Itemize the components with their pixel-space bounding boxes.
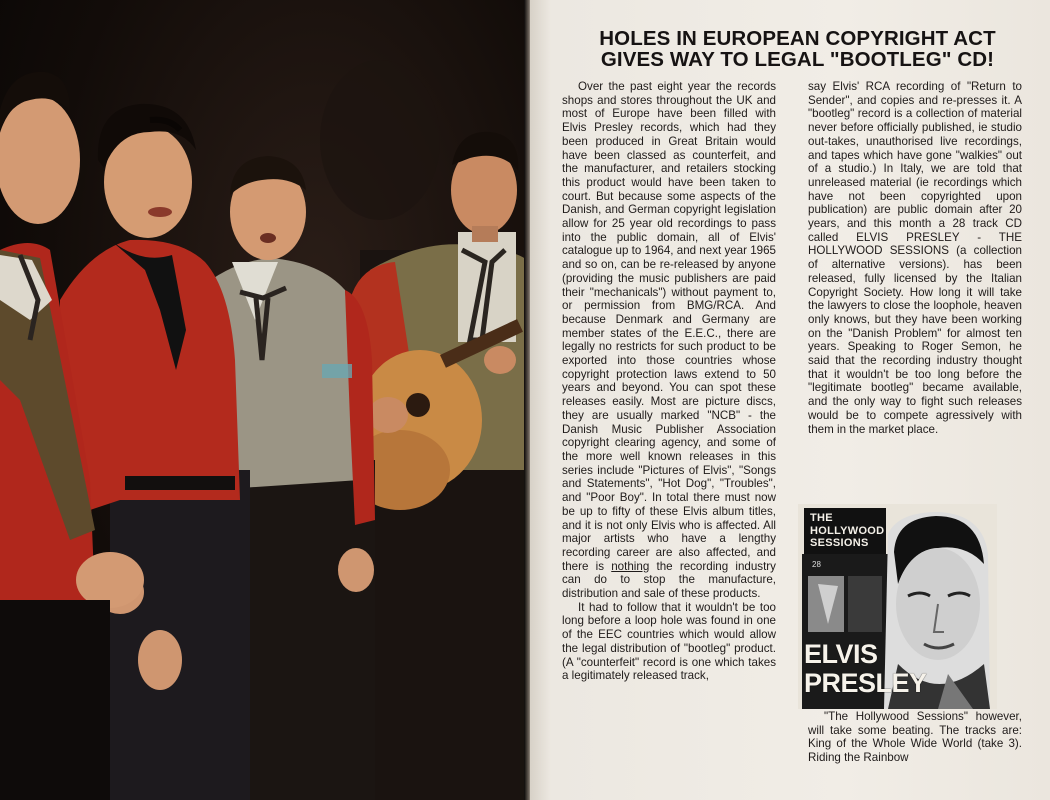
- article-paragraph: [562, 80, 776, 601]
- underlined-word: nothing: [611, 559, 650, 573]
- headline-line-1: HOLES IN EUROPEAN COPYRIGHT ACT: [599, 27, 996, 50]
- article-column-right: [808, 80, 1022, 436]
- cd-title-line: PRESLEY: [804, 668, 927, 698]
- article-page: [530, 0, 1050, 800]
- cd-track-count: 28: [812, 560, 821, 569]
- cd-label-line: HOLLYWOOD: [810, 524, 885, 537]
- cd-title-line: ELVIS: [804, 639, 878, 669]
- headline-line-2: GIVES WAY TO LEGAL "BOOTLEG" CD!: [600, 48, 995, 71]
- paragraph-text: Over the past eight year the records shops and stores throughout the UK and most of Europe have been filled with Elvis Presley records, which had they been produced in Great Britain would have been classed as counterfeit, and the manufacturer, and retailers stocking this product would have been taken to court. But because some aspects of the Danish, and German copyright legislation allow for 25 year old recordings to pass into the public domain, all of Elvis' catalogue up to 1964, and next year 1965 and so on, can be re-released by anyone (providing the music publishers are paid their "mechanicals") without payment to, or permission from BMG/RCA. And because Denmark and Germany are member states of the E.E.C., there are legally no restricts for such product to be exported into those countries whose copyright protection laws extend to 50 years and beyond. You can spot these releases easily. Most are picture discs, they are usually marked "NCB" - the Danish Music Publisher Association copyright clearing agency, and some of the more well known releases in this series include "Pictures of Elvis", "Songs and Statements", "Hot Dog", "Troubles", and "Poor Boy". In total there must now be up to fifty of these Elvis album titles, and it is not only Elvis who is affected. All major artists who have a lengthy recording career are also affected, and there is: [562, 80, 777, 573]
- article-paragraph: It had to follow that it wouldn't be too long before a loop hole was found in one of the EEC countries which would allow the legal distribution of "bootleg" product. (A "counterfeit" record is one which takes a legitimately released track,: [562, 600, 776, 683]
- cd-cover-image: [798, 504, 997, 709]
- guitarist-figure: [350, 132, 527, 800]
- cd-label-line: THE: [810, 512, 833, 524]
- cd-cover-title: [804, 639, 927, 698]
- article-paragraph: "The Hollywood Sessions" however, will take some beating. The tracks are: King of the Whole Wide World (take 3). Riding the Rainbow: [808, 710, 1022, 765]
- article-paragraph: say Elvis' RCA recording of "Return to Sender", and copies and re-presses it. A "bootleg" record is a collection of material never before officially published, ie studio out-takes, unauthorised live recordings, and tapes which have gone "walkies" out of a studio.) In Italy, we are told that unreleased material (ie recordings which have not been copyrighted upon publication) are public domain after 20 years, and this month a 28 track CD called ELVIS PRESLEY - THE HOLLYWOOD SESSIONS (a collection of alternative versions). has been released, fully licensed by the Italian Copyright Society. How long it will take the lawyers to close the loophole, heaven only knows, but they have been working on the "Danish Problem" for almost ten years. Speaking to Roger Semon, he said that the recording industry thought that it wouldn't be too long before the "legitimate bootleg" became available, and the only way to fight such releases would be to compete agressively with them in the market place.: [808, 80, 1022, 436]
- article-headline: [560, 28, 1035, 70]
- paragraph-text: the recording industry can do to stop the manufacture, distribution and sale of these products.: [562, 559, 776, 601]
- cd-cover-label: [804, 508, 886, 554]
- article-column-right-continued: [808, 710, 1022, 765]
- cd-label-line: SESSIONS: [810, 537, 869, 549]
- article-column-left: [562, 80, 776, 770]
